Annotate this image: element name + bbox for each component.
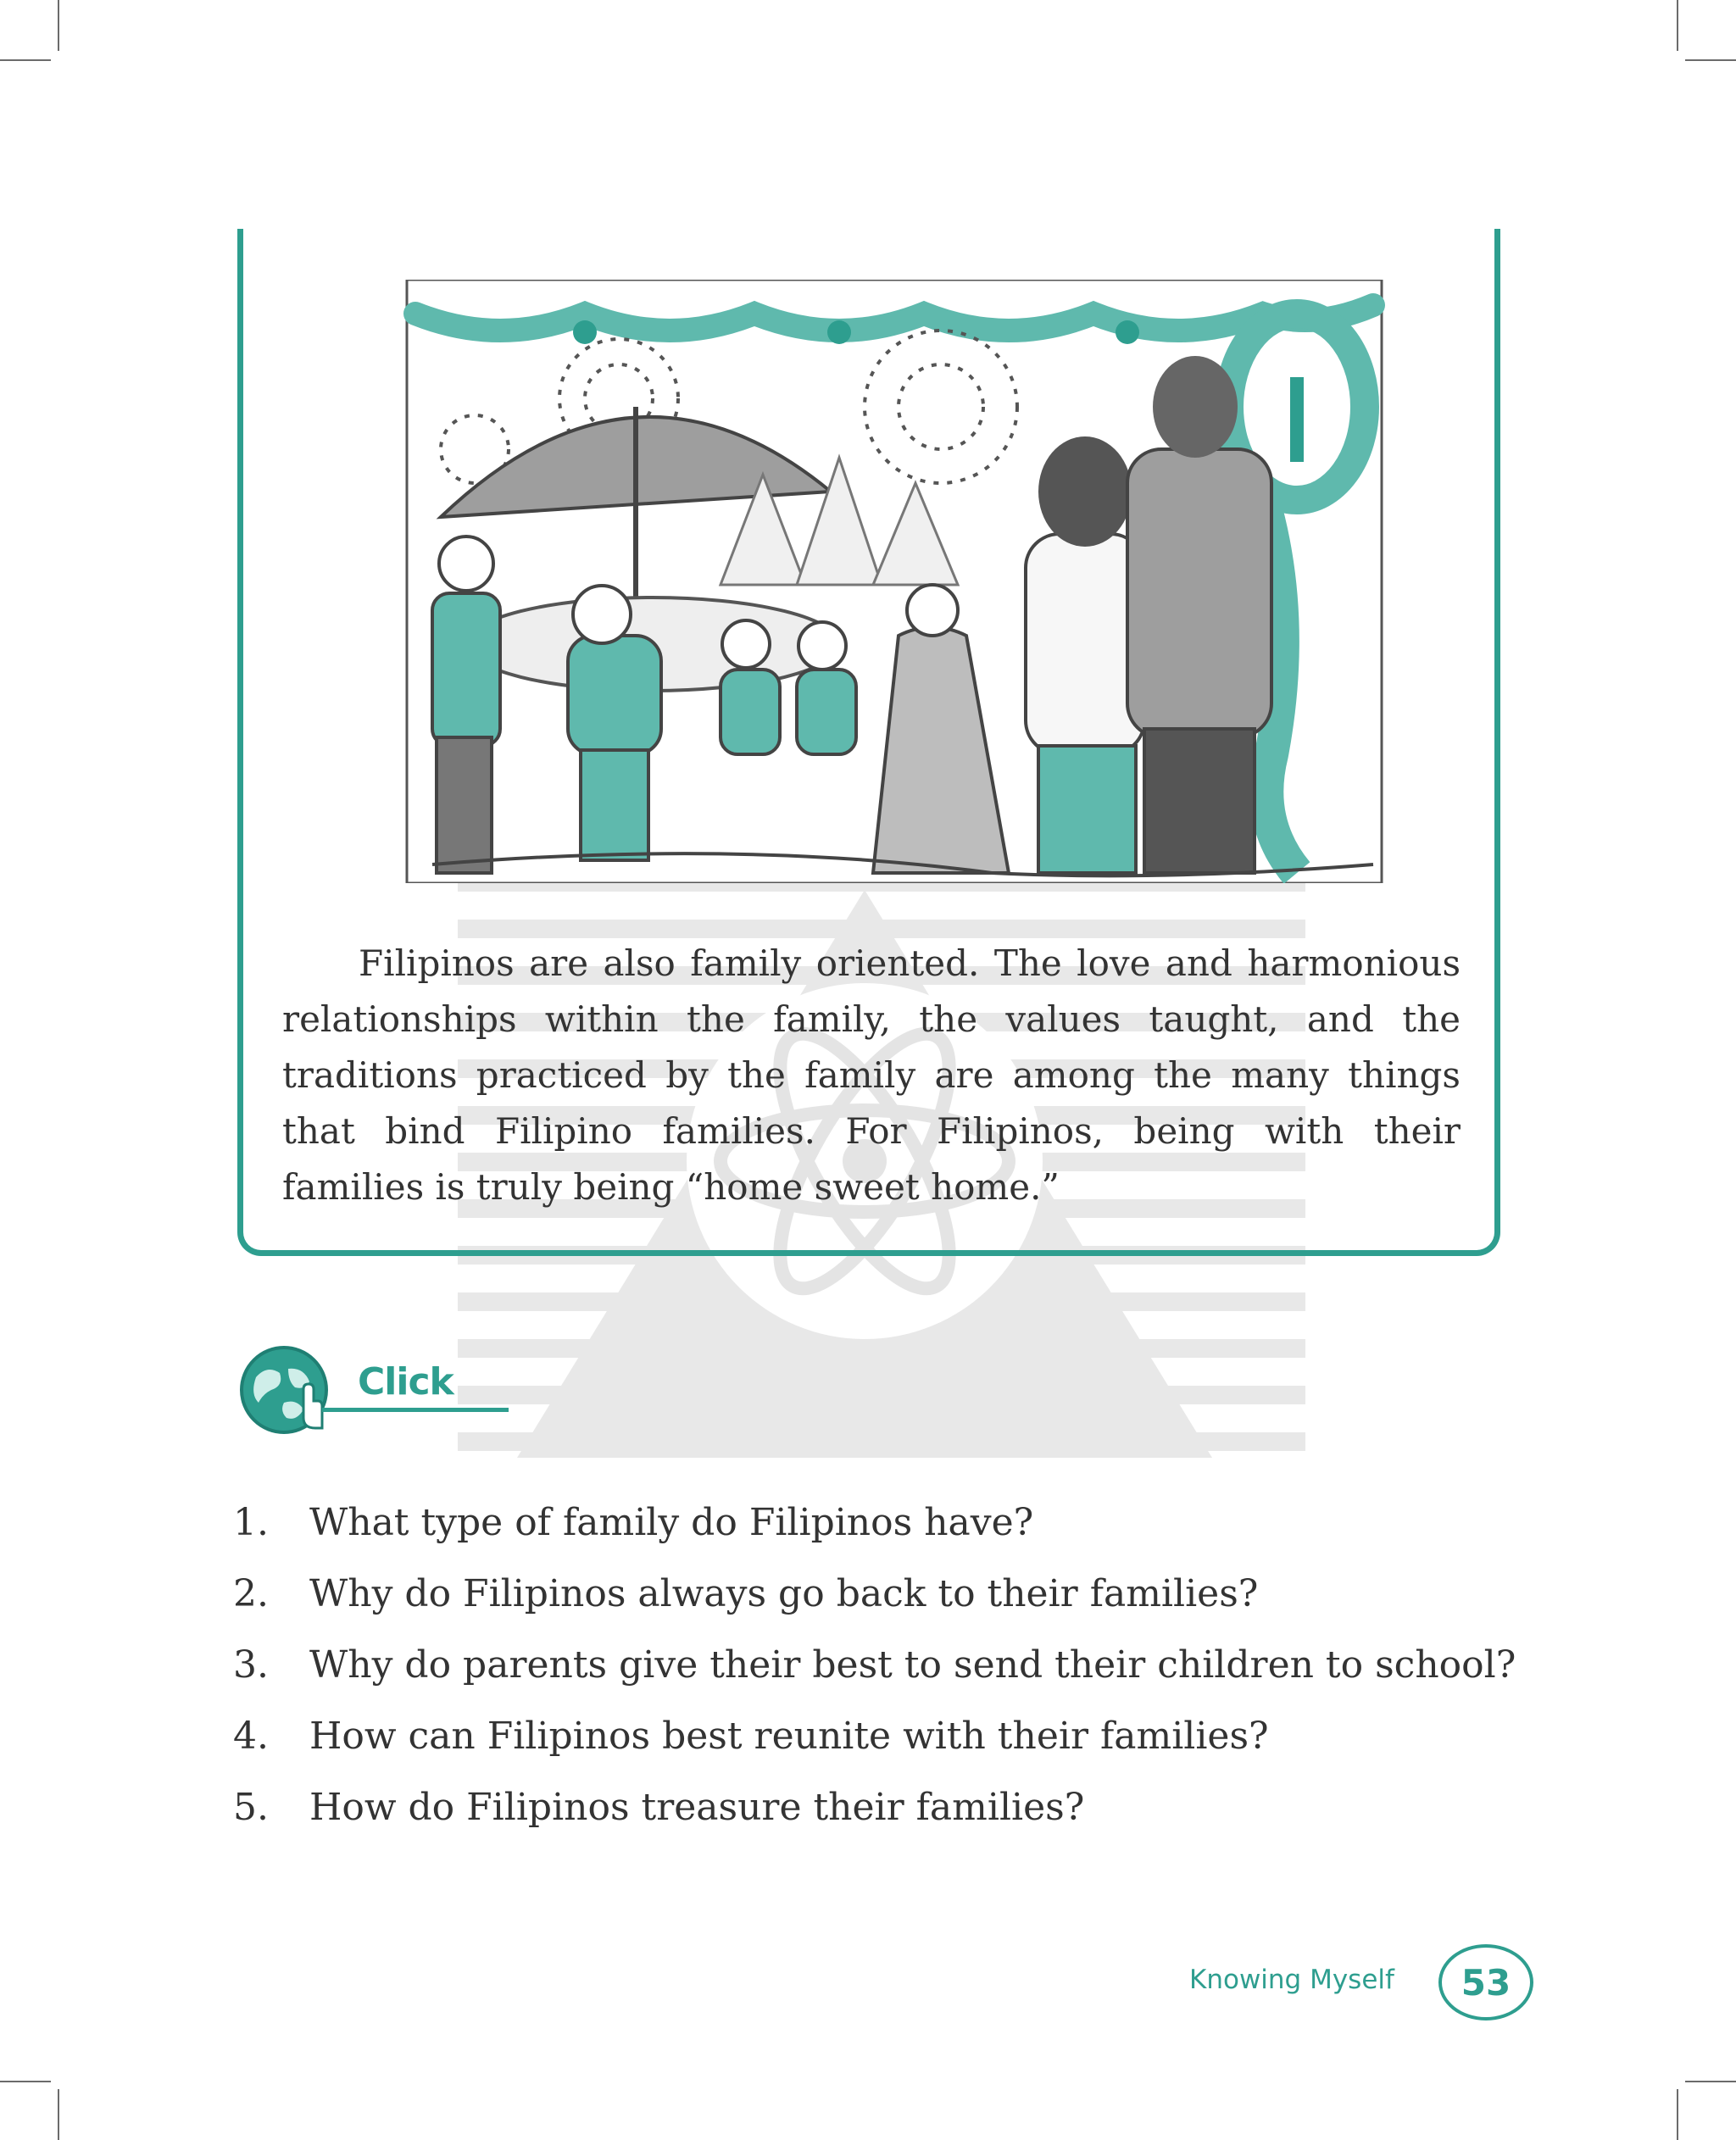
question-text: Why do Filipinos always go back to their families? [309,1572,1259,1615]
crop-mark [0,59,51,61]
question-text: How can Filipinos best reunite with their families? [309,1715,1269,1758]
crop-mark [1677,0,1678,51]
chapter-label: Knowing Myself [1189,1965,1394,1995]
page-number-badge [1438,1944,1533,2020]
question-number: 1. [233,1501,269,1544]
question-list [233,1487,1516,1843]
question-item [233,1630,1516,1701]
crop-mark [58,0,59,51]
question-item [233,1559,1516,1630]
story-paragraph [282,936,1461,1215]
crop-mark [1685,59,1736,61]
question-number: 2. [233,1572,269,1615]
question-number: 4. [233,1715,269,1758]
question-text: Why do parents give their best to send their children to school? [309,1643,1516,1687]
family-gathering-illustration [398,280,1390,883]
question-item [233,1487,1516,1559]
question-number: 3. [233,1643,269,1687]
crop-mark [58,2089,59,2140]
crop-mark [1685,2081,1736,2082]
crop-mark [0,2081,51,2082]
question-item [233,1701,1516,1772]
globe-hand-icon [237,1343,331,1437]
page-number: 53 [1461,1961,1511,2004]
question-text: How do Filipinos treasure their families? [309,1786,1085,1829]
story-paragraph-text: Filipinos are also family oriented. The love and harmonious relationships within the family, the values taught, and the traditions practiced by the family are among the many things that bind Filipino families. For Filipinos, being with their families is truly being “home sweet home.” [282,942,1461,1208]
question-number: 5. [233,1786,269,1829]
question-text: What type of family do Filipinos have? [309,1501,1034,1544]
crop-mark [1677,2089,1678,2140]
click-section-title: Click [358,1360,453,1404]
click-header-rule [322,1408,509,1412]
question-item [233,1772,1516,1843]
click-section-header [237,1343,526,1437]
